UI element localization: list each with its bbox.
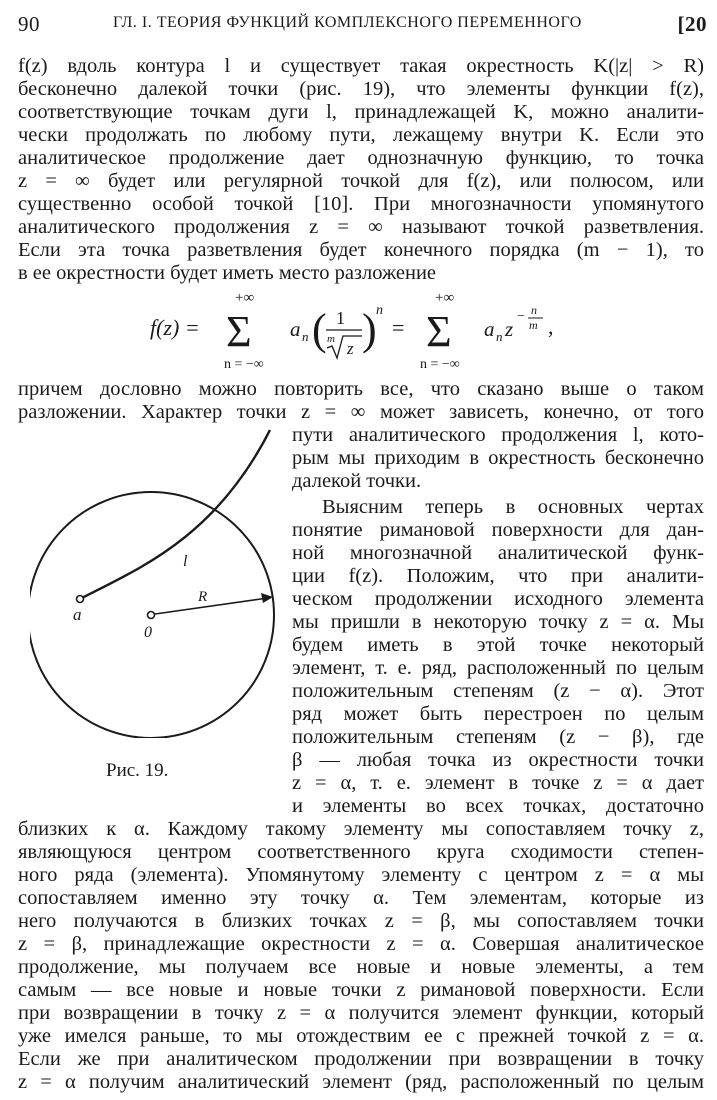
text-line: аналитического продолжения z = ∞ называют точкой разветвления. bbox=[18, 216, 704, 238]
label-l: l bbox=[183, 553, 188, 570]
text-line: z = β, принадлежащие окрестности z = α. Совершая аналитическое bbox=[18, 933, 704, 955]
text-line: z = α получим аналитический элемент (ряд, расположенный по целым bbox=[18, 1071, 704, 1093]
text-line: соответствующие точкам дуги l, принадлежащей K, можно аналити- bbox=[18, 101, 704, 123]
text-line: z = α, т. е. элемент в точке z = α дает bbox=[292, 772, 704, 794]
power-n: n bbox=[376, 303, 383, 318]
text-line: бесконечно далекой точки (рис. 19), что элементы функции f(z), bbox=[18, 78, 704, 100]
text-line: чески продолжать по любому пути, лежащему внутри K. Если это bbox=[18, 124, 704, 146]
figure-caption: Рис. 19. bbox=[106, 760, 169, 781]
text-line: самым — все новые и новые точки z римановой поверхности. Если bbox=[18, 979, 704, 1001]
text-line: положительным степеням (z − β), где bbox=[292, 726, 704, 748]
exp-minus: − bbox=[517, 309, 525, 324]
text-line: являющуюся центром соответственного круга сходимости степен- bbox=[18, 841, 704, 863]
text-line: ряд может быть перестроен по целым bbox=[292, 703, 704, 725]
text-line: Выясним теперь в основных чертах bbox=[322, 496, 704, 518]
point-origin bbox=[148, 612, 155, 619]
label-0: 0 bbox=[144, 624, 152, 641]
radius-R bbox=[155, 598, 268, 614]
text-line: будем иметь в этой точке некоторый bbox=[292, 634, 704, 656]
text-line: близких к α. Каждому такому элементу мы сопоставляем точку z, bbox=[18, 818, 704, 840]
text-line: существенно особой точкой [10]. При многозначности упомянутого bbox=[18, 193, 704, 215]
text-line: продолжение, мы получаем все новые и новые элементы, а тем bbox=[18, 956, 704, 978]
label-R: R bbox=[198, 589, 208, 605]
text-line: него получаются в близких точках z = β, мы сопоставляем точки bbox=[18, 910, 704, 932]
chapter-title: ГЛ. I. ТЕОРИЯ ФУНКЦИЙ КОМПЛЕКСНОГО ПЕРЕМЕННОГО bbox=[113, 14, 582, 31]
text-line: элемент, т. е. ряд, расположенный по целым bbox=[292, 657, 704, 679]
paren-right: ) bbox=[362, 305, 377, 354]
text-line: ного ряда (элемента). Упомянутому элементу с центром z = α мы bbox=[18, 864, 704, 886]
sum-upper-limit-2: +∞ bbox=[435, 290, 455, 306]
page-number: 90 bbox=[18, 12, 40, 36]
text-line: β — любая точка из окрестности точки bbox=[292, 749, 704, 771]
sum-lower-limit: n = −∞ bbox=[224, 357, 264, 372]
text-line: при возвращении в точку z = α получится элемент функции, который bbox=[18, 1002, 704, 1024]
text-line: положительным степеням (z − α). Этот bbox=[292, 680, 704, 702]
text-line: z = ∞ будет или регулярной точкой для f(z), или полюсом, или bbox=[18, 170, 704, 192]
root-argument: z bbox=[347, 339, 354, 358]
formula-lhs: f(z) = bbox=[150, 315, 200, 340]
text-line: Если эта точка разветвления будет конечного порядка (m − 1), то bbox=[18, 239, 704, 261]
root-index: m bbox=[327, 333, 335, 345]
coef-a: a bbox=[290, 317, 301, 341]
figure-19 bbox=[30, 428, 292, 738]
text-line: аналитическое продолжение дает однозначную функцию, то точка bbox=[18, 147, 704, 169]
exp-denominator: m bbox=[529, 318, 538, 332]
text-line: уже имелся раньше, то мы отождествим ее с прежней точкой z = α. bbox=[18, 1025, 704, 1047]
exp-numerator: n bbox=[531, 303, 537, 317]
series-formula bbox=[0, 290, 717, 372]
text-line: сопоставляем именно эту точку α. Тем элементам, которые из bbox=[18, 887, 704, 909]
radius-arrowhead bbox=[261, 593, 273, 603]
running-header bbox=[18, 10, 707, 40]
sum-lower-limit-2: n = −∞ bbox=[420, 357, 460, 372]
coef-a-2: a bbox=[484, 317, 495, 341]
coef-sub-n: n bbox=[302, 329, 309, 344]
fraction-numerator: 1 bbox=[336, 308, 345, 328]
text-line: далекой точки. bbox=[292, 470, 422, 492]
equals-sign: = bbox=[392, 315, 405, 340]
text-line: причем дословно можно повторить все, что сказано выше о таком bbox=[18, 378, 704, 400]
sum-upper-limit: +∞ bbox=[235, 290, 255, 306]
text-line: понятие римановой поверхности для дан- bbox=[292, 519, 704, 541]
text-line: и элементы во всех точках, достаточно bbox=[292, 795, 704, 817]
paren-left: ( bbox=[312, 305, 327, 354]
text-line: разложении. Характер точки z = ∞ может зависеть, конечно, от того bbox=[18, 401, 704, 423]
text-line: ции f(z). Положим, что при аналити- bbox=[292, 565, 704, 587]
label-a: a bbox=[73, 605, 82, 624]
text-line: Если же при аналитическом продолжении при возвращении в точку bbox=[18, 1048, 704, 1070]
text-line: в ее окрестности будет иметь место разложение bbox=[18, 262, 437, 284]
text-line: ческом продолжении исходного элемента bbox=[292, 588, 704, 610]
formula-comma: , bbox=[548, 314, 554, 339]
text-line: пути аналитического продолжения l, кото- bbox=[292, 424, 704, 446]
coef-sub-n-2: n bbox=[496, 329, 503, 344]
text-line: рым мы приходим в окрестность бесконечно bbox=[292, 447, 704, 469]
text-line: f(z) вдоль контура l и существует такая окрестность K(|z| > R) bbox=[18, 55, 704, 77]
section-number: [20 bbox=[677, 12, 707, 36]
base-z: z bbox=[505, 317, 514, 341]
sum-symbol-2: Σ bbox=[426, 307, 452, 356]
contour-l bbox=[80, 430, 270, 599]
point-a bbox=[77, 596, 84, 603]
sum-symbol: Σ bbox=[226, 307, 252, 356]
text-line: мы пришли в некоторую точку z = α. Мы bbox=[292, 611, 704, 633]
text-line: ной многозначной аналитической функ- bbox=[292, 542, 704, 564]
